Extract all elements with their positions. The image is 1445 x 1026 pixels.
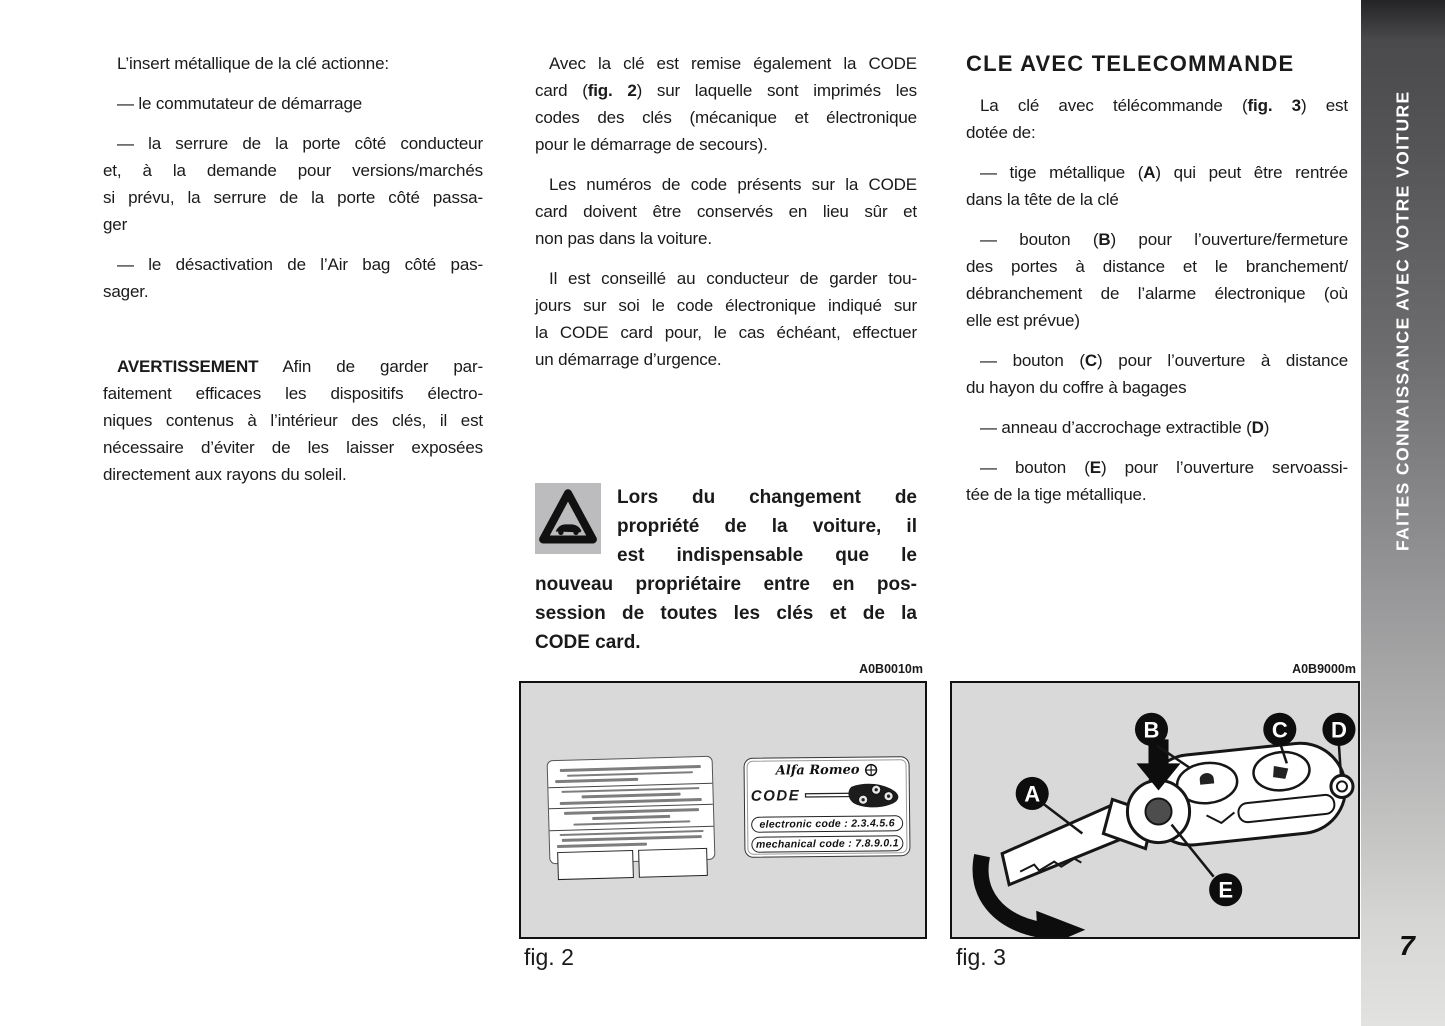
label-text-line <box>592 815 670 820</box>
paragraph-ignition: — le commutateur de démarrage <box>117 94 363 113</box>
key-blade <box>1002 803 1122 884</box>
label-text-line <box>573 820 690 826</box>
paragraph-item-d: — anneau d’accrochage extractible (D) <box>980 418 1270 437</box>
button-e <box>1145 798 1171 824</box>
blank-box <box>638 848 708 878</box>
blank-box <box>557 850 634 880</box>
electronic-code: electronic code : 2.3.4.5.6 <box>751 815 903 833</box>
callout-c-label: C <box>1271 717 1288 743</box>
callout-b-label: B <box>1143 717 1160 743</box>
label-text-line <box>564 808 699 814</box>
column-left <box>103 50 483 501</box>
brand-name: Alfa Romeo <box>775 762 860 779</box>
page-number: 7 <box>1399 930 1415 961</box>
alfa-romeo-badge-icon <box>864 763 877 776</box>
section-title: CLE AVEC TELECOMMANDE <box>966 51 1295 76</box>
label-text-line <box>562 836 702 842</box>
code-label: CODE <box>750 787 801 805</box>
paragraph-code-advice: Il est conseillé au conducteur de garder tou- jours sur soi le code électronique indiqué sur la CODE card pour, le cas échéant, effectuer un démarrage d’urgence. <box>535 269 917 369</box>
fig3-caption: fig. 3 <box>956 944 1006 970</box>
paragraph-key-insert: L’insert métallique de la clé actionne: <box>117 54 389 73</box>
paragraph-code-numbers: Les numéros de code présents sur la CODE card doivent être conservés en lieu sûr et non pas dans la voiture. <box>535 175 917 248</box>
mechanical-code: mechanical code : 7.8.9.0.1 <box>751 835 903 853</box>
remote-key-illustration <box>952 683 1358 937</box>
code-card <box>743 756 910 858</box>
fig3-reference-code: A0B9000m <box>1292 662 1356 676</box>
fig2-illustration-box <box>519 681 927 939</box>
column-right <box>966 50 1348 521</box>
fig3-illustration-box <box>950 681 1360 939</box>
fig2-caption: fig. 2 <box>524 944 574 970</box>
paragraph-door-lock: — la serrure de la porte côté conducteur et, à la demande pour versions/marchés si prévu, la serrure de la porte côté passa- ger <box>103 134 483 234</box>
paragraph-avertissement: AVERTISSEMENT Afin de garder par- faitement efficaces les dispositifs électro- niques contenus à l’intérieur des clés, il est nécessaire d’éviter de les laisser exposées directement aux rayons du soleil. <box>103 357 483 484</box>
chapter-sidebar <box>1361 0 1445 1026</box>
key-icon <box>804 780 903 811</box>
label-text-line <box>557 843 647 848</box>
fig2-reference-code: A0B0010m <box>859 662 923 676</box>
paragraph-remote-key: La clé avec télécommande (fig. 3) est dotée de: <box>966 96 1348 142</box>
label-text-line <box>555 778 638 783</box>
paragraph-item-a: — tige métallique (A) qui peut être rentrée dans la tête de la clé <box>966 163 1348 209</box>
paragraph-item-b: — bouton (B) pour l’ouverture/fermeture des portes à distance et le branchement/ débranchement de l’alarme électronique (où elle est prévue) <box>966 230 1348 330</box>
code-card-blank-boxes <box>557 848 708 880</box>
warning-text: Lors du changement de propriété de la voiture, il est indispensable que le nouveau propriétaire entre en pos- session de toutes les clés et de la CODE card. <box>535 487 917 653</box>
paragraph-code-card: Avec la clé est remise également la CODE card (fig. 2) sur laquelle sont imprimés les codes des clés (mécanique et électronique pour le démarrage de secours). <box>535 54 917 154</box>
label-text-line <box>567 771 693 777</box>
callout-a-label: A <box>1024 781 1041 807</box>
code-card-label <box>547 756 716 865</box>
paragraph-airbag: — le désactivation de l’Air bag côté pas- sager. <box>103 255 483 301</box>
code-card-brand-row <box>751 760 903 780</box>
warning-block <box>535 483 917 657</box>
chapter-title-vertical: FAITES CONNAISSANCE AVEC VOTRE VOITURE <box>1392 90 1413 552</box>
paragraph-item-c: — bouton (C) pour l’ouverture à distance du hayon du coffre à bagages <box>966 351 1349 397</box>
paragraph-item-e: — bouton (E) pour l’ouverture servoassi- tée de la tige métallique. <box>966 458 1348 504</box>
callout-d-label: D <box>1330 717 1347 743</box>
label-text-line <box>581 793 680 798</box>
code-card-code-row <box>751 778 903 813</box>
label-text-line <box>559 798 702 805</box>
column-middle <box>535 50 917 386</box>
callout-e-label: E <box>1218 877 1234 903</box>
warning-triangle-car-icon <box>535 483 601 554</box>
